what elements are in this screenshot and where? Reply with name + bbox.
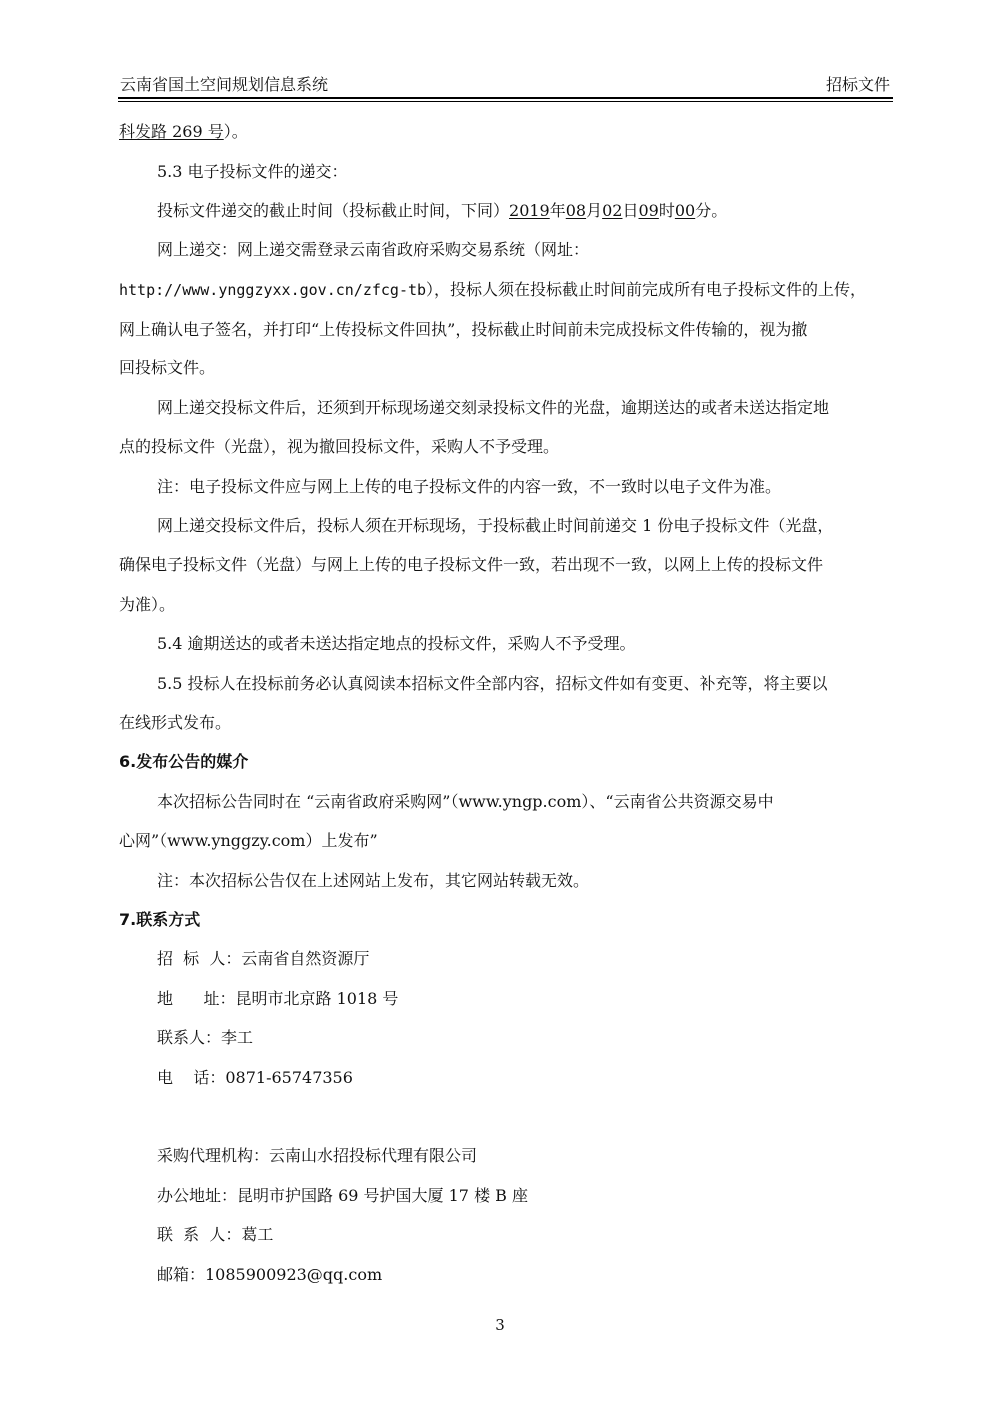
deadline-month: 08 bbox=[565, 201, 587, 220]
agency-contact: 联 系 人：葛工 bbox=[157, 1225, 274, 1244]
deadline-year: 2019 bbox=[509, 201, 550, 220]
header-rule-thin bbox=[118, 101, 893, 102]
section-5-4: 5.4 逾期送达的或者未送达指定地点的投标文件，采购人不予受理。 bbox=[157, 634, 636, 653]
disc-submit-line-2: 点的投标文件（光盘），视为撤回投标文件，采购人不予受理。 bbox=[119, 437, 560, 456]
disc-copy-line-1: 网上递交投标文件后，投标人须在开标现场，于投标截止时间前递交 1 份电子投标文件（光盘， bbox=[157, 516, 834, 535]
section-7-heading: 7.联系方式 bbox=[119, 910, 201, 929]
contact-phone: 电 话：0871-65747356 bbox=[157, 1068, 353, 1087]
page-number: 3 bbox=[495, 1316, 505, 1334]
disc-copy-line-2: 确保电子投标文件（光盘）与网上上传的电子投标文件一致，若出现不一致，以网上上传的投标文件 bbox=[119, 555, 824, 574]
section-5-5-line-2: 在线形式发布。 bbox=[119, 713, 232, 732]
address-tail-line: 科发路 269 号）。 bbox=[119, 122, 248, 141]
header-doc-type: 招标文件 bbox=[825, 75, 890, 94]
section-6-heading: 6.发布公告的媒介 bbox=[119, 752, 249, 771]
disc-copy-line-3: 为准）。 bbox=[119, 595, 176, 614]
online-submit-line-1: 网上递交：网上递交需登录云南省政府采购交易系统（网址： bbox=[157, 240, 590, 259]
deadline-day: 02 bbox=[602, 201, 623, 220]
contact-address: 地 址：昆明市北京路 1018 号 bbox=[157, 989, 399, 1008]
online-submit-line-4: 回投标文件。 bbox=[119, 358, 216, 377]
address-tail: 科发路 269 号 bbox=[119, 122, 224, 141]
deadline-minute: 00 bbox=[674, 201, 696, 220]
online-submit-line-3: 网上确认电子签名，并打印“上传投标文件回执”，投标截止时间前未完成投标文件传输的，视为撤 bbox=[119, 320, 808, 339]
contact-tenderer: 招 标 人：云南省自然资源厅 bbox=[157, 949, 370, 968]
agency-name: 采购代理机构：云南山水招投标代理有限公司 bbox=[157, 1146, 478, 1165]
electronic-note-line: 注：电子投标文件应与网上上传的电子投标文件的内容一致，不一致时以电子文件为准。 bbox=[157, 477, 782, 496]
deadline-hour: 09 bbox=[638, 201, 659, 220]
agency-office: 办公地址：昆明市护国路 69 号护国大厦 17 楼 B 座 bbox=[157, 1186, 528, 1205]
online-submit-line-2: http://www.ynggzyxx.gov.cn/zfcg-tb），投标人须在投标截止时间前完成所有电子投标文件的上传， bbox=[119, 280, 867, 299]
submission-url: http://www.ynggzyxx.gov.cn/zfcg-tb bbox=[119, 281, 427, 299]
section-5-5-line-1: 5.5 投标人在投标前务必认真阅读本招标文件全部内容，招标文件如有变更、补充等，将主要以 bbox=[157, 674, 828, 693]
agency-email: 邮箱：1085900923@qq.com bbox=[157, 1265, 383, 1284]
deadline-line: 投标文件递交的截止时间（投标截止时间，下同）2019年08月02日09时00分。 bbox=[157, 201, 728, 220]
page-header bbox=[120, 72, 892, 98]
media-note: 注：本次招标公告仅在上述网站上发布，其它网站转载无效。 bbox=[157, 871, 590, 890]
media-line-1: 本次招标公告同时在 “云南省政府采购网”（www.yngp.com）、“云南省公共资源交易中 bbox=[157, 792, 774, 811]
media-line-2: 心网”（www.ynggzy.com）上发布” bbox=[119, 831, 378, 850]
section-5-3-title: 5.3 电子投标文件的递交： bbox=[157, 162, 348, 181]
contact-person: 联系人：李工 bbox=[157, 1028, 254, 1047]
header-rule-thick bbox=[118, 97, 893, 99]
disc-submit-line-1: 网上递交投标文件后，还须到开标现场递交刻录投标文件的光盘，逾期送达的或者未送达指定地 bbox=[157, 398, 830, 417]
header-project-title: 云南省国土空间规划信息系统 bbox=[120, 75, 329, 94]
